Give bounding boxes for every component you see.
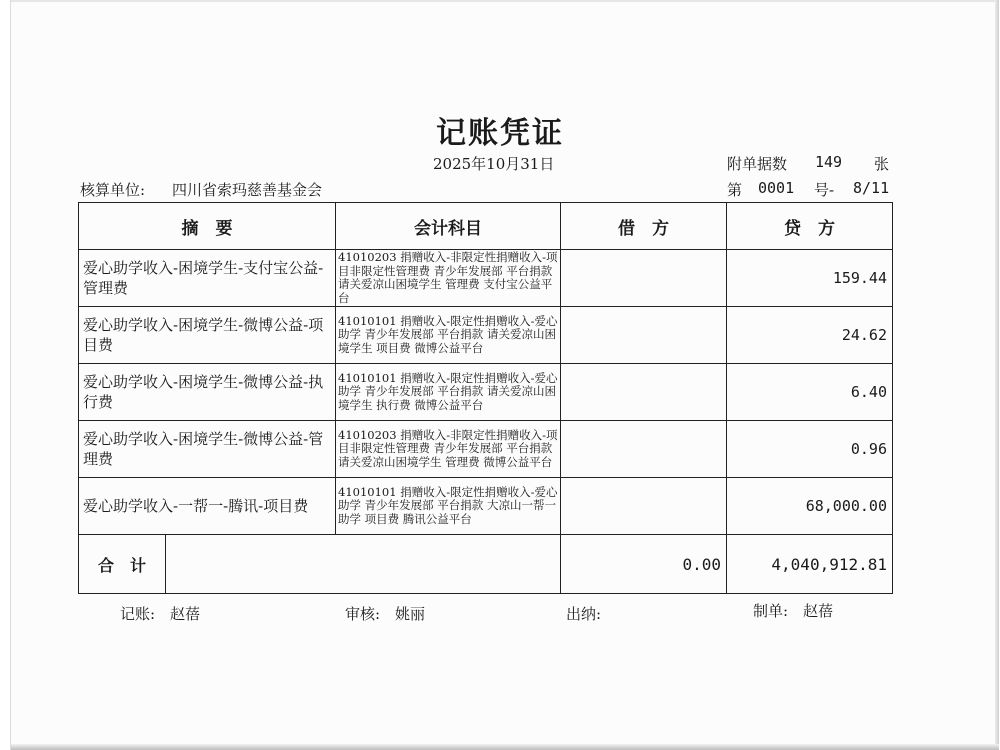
paper-bottom-edge	[11, 744, 999, 750]
header-credit: 贷 方	[727, 203, 893, 250]
row-account: 41010101 捐赠收入-限定性捐赠收入-爱心助学 青少年发展部 平台捐款 请关爱凉山困境学生 项目费 微博公益平台	[336, 307, 561, 364]
row-debit	[561, 421, 727, 478]
voucher-page: 8/11	[853, 179, 890, 197]
row-summary: 爱心助学收入-一帮一-腾讯-项目费	[79, 478, 336, 535]
total-debit: 0.00	[561, 535, 727, 594]
row-credit: 159.44	[727, 250, 893, 307]
row-debit	[561, 307, 727, 364]
attachments-count: 149	[815, 153, 843, 171]
reviewer-sign: 审核: 姚丽	[345, 605, 426, 623]
voucher-table	[78, 202, 893, 594]
row-account: 41010203 捐赠收入-非限定性捐赠收入-项目非限定性管理费 青少年发展部 平台捐款 请关爱凉山困境学生 管理费 微博公益平台	[336, 421, 561, 478]
voucher-date: 2025年10月31日	[433, 155, 555, 173]
row-account: 41010203 捐赠收入-非限定性捐赠收入-项目非限定性管理费 青少年发展部 平台捐款 请关爱凉山困境学生 管理费 支付宝公益平台	[336, 250, 561, 307]
unit-name: 四川省索玛慈善基金会	[172, 181, 323, 199]
row-summary: 爱心助学收入-困境学生-微博公益-执行费	[79, 364, 336, 421]
table-row	[79, 421, 893, 478]
row-account: 41010101 捐赠收入-限定性捐赠收入-爱心助学 青少年发展部 平台捐款 请关爱凉山困境学生 执行费 微博公益平台	[336, 364, 561, 421]
table-row	[79, 364, 893, 421]
table-header-row	[79, 203, 893, 250]
row-debit	[561, 250, 727, 307]
total-credit: 4,040,912.81	[727, 535, 893, 594]
cashier-sign: 出纳:	[566, 605, 602, 623]
attachments-unit: 张	[874, 155, 890, 173]
table-row	[79, 307, 893, 364]
header-account: 会计科目	[336, 203, 561, 250]
attachments-label: 附单据数	[727, 155, 788, 173]
row-credit: 24.62	[727, 307, 893, 364]
row-summary: 爱心助学收入-困境学生-微博公益-项目费	[79, 307, 336, 364]
total-label-cell	[79, 535, 561, 594]
row-summary: 爱心助学收入-困境学生-微博公益-管理费	[79, 421, 336, 478]
row-summary: 爱心助学收入-困境学生-支付宝公益-管理费	[79, 250, 336, 307]
paper-top-edge	[11, 0, 999, 2]
voucher-number-prefix: 第	[727, 181, 743, 199]
row-credit: 0.96	[727, 421, 893, 478]
bookkeeper-sign: 记账: 赵蓓	[120, 605, 201, 623]
unit-label: 核算单位:	[80, 181, 146, 199]
preparer-sign: 制单: 赵蓓	[753, 602, 834, 620]
voucher-title: 记账凭证	[436, 116, 564, 151]
table-row	[79, 250, 893, 307]
voucher-number-suffix: 号-	[814, 181, 835, 199]
header-debit: 借 方	[561, 203, 727, 250]
row-account: 41010101 捐赠收入-限定性捐赠收入-爱心助学 青少年发展部 平台捐款 大凉山一帮一助学 项目费 腾讯公益平台	[336, 478, 561, 535]
table-row	[79, 478, 893, 535]
row-debit	[561, 364, 727, 421]
total-row	[79, 535, 893, 594]
row-credit: 6.40	[727, 364, 893, 421]
total-label: 合 计	[79, 535, 166, 593]
row-credit: 68,000.00	[727, 478, 893, 535]
row-debit	[561, 478, 727, 535]
voucher-number: 0001	[758, 179, 795, 197]
header-summary: 摘 要	[79, 203, 336, 250]
